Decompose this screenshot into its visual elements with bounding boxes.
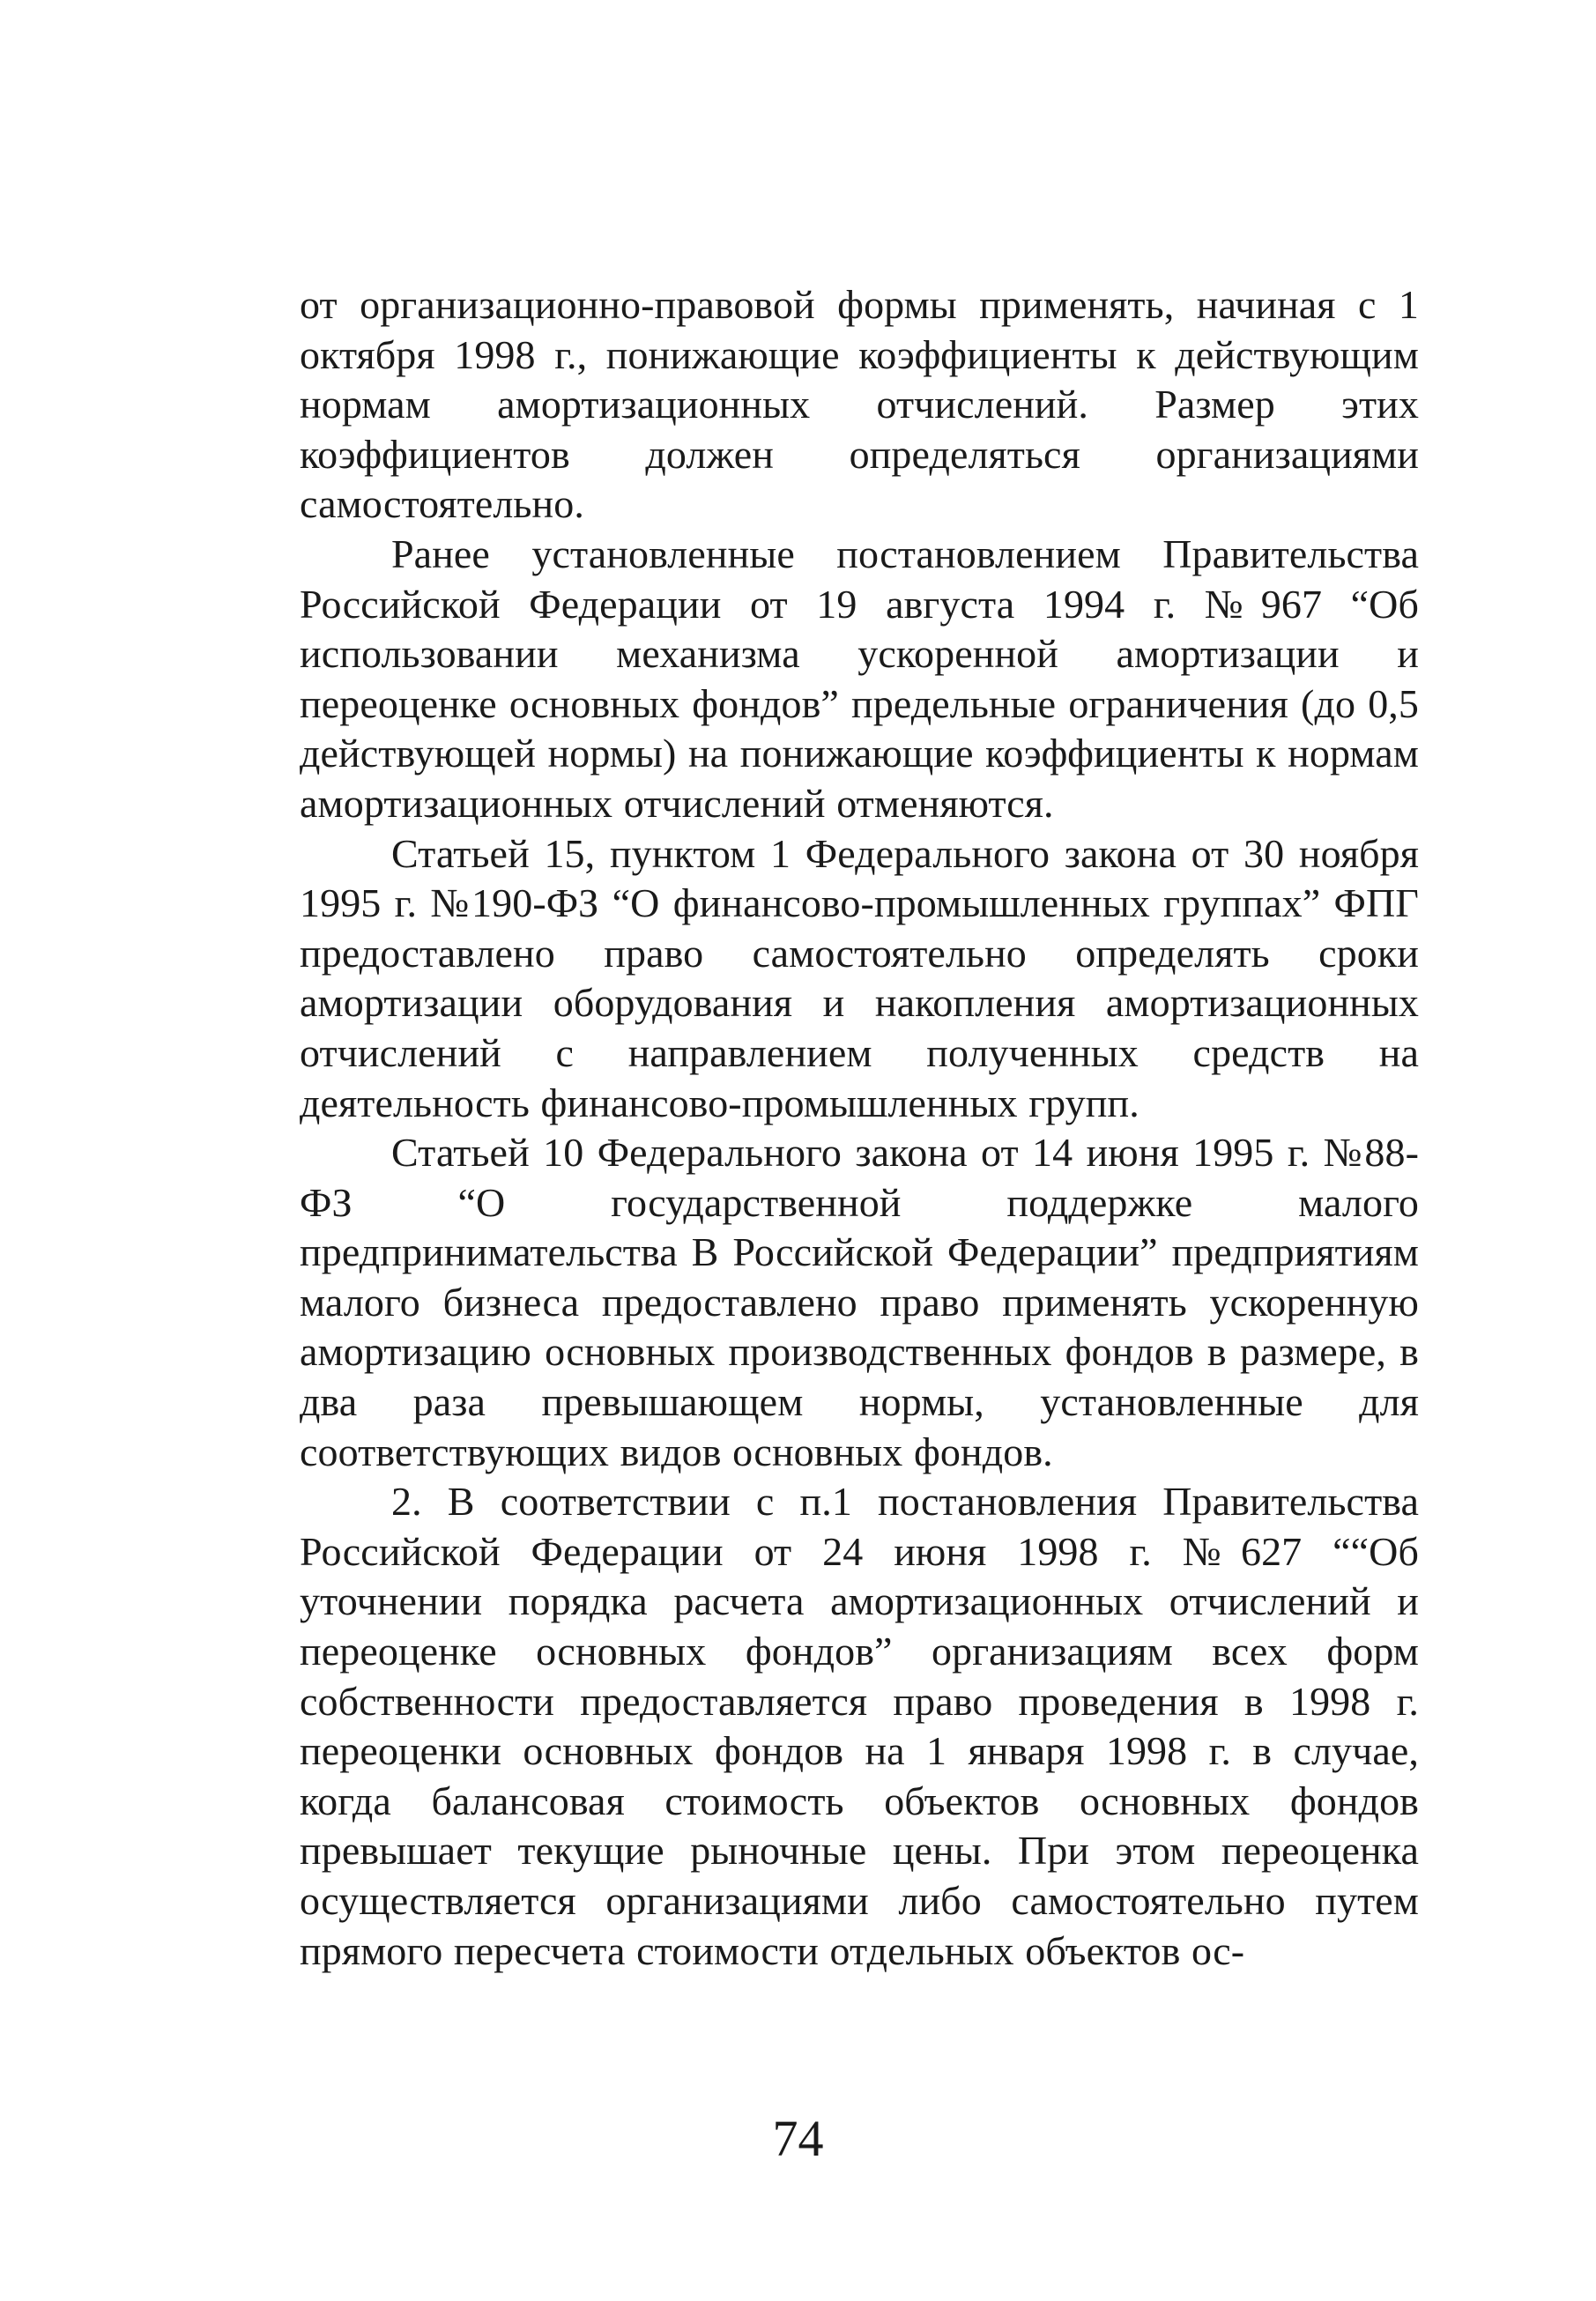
paragraph-continuation: от организационно-правовой формы применять, начиная с 1 октября 1998 г., понижающие коэффициенты к действующим нормам амортизационных отчислений. Размер этих коэффициентов должен определяться организациями самостоятельно. (300, 282, 1419, 527)
text-column (300, 280, 1419, 1976)
page-number: 74 (772, 2110, 824, 2167)
paragraph-previous-limits: Ранее установленные постановлением Правительства Российской Федерации от 19 августа 1994 г. №967 “Об использовании механизма ускоренной амортизации и переоценке основных фондов” предельные ограничения (до 0,5 действующей нормы) на понижающие коэффициенты к нормам амортизационных отчислений отменяются. (300, 531, 1419, 826)
paragraph-revaluation: 2. В соответствии с п.1 постановления Правительства Российской Федерации от 24 июня 1998 г. №627 ““Об уточнении порядка расчета амортизационных отчислений и переоценке основных фондов” организациям всех форм собственности предоставляется право проведения в 1998 г. переоценки основных фондов на 1 января 1998 г. в случае, когда балансовая стоимость объектов основных фондов превышает текущие рыночные цены. При этом переоценка осуществляется организациями либо самостоятельно путем прямого пересчета стоимости отдельных объектов ос- (300, 1479, 1419, 1973)
paragraph-small-business-law: Статьей 10 Федерального закона от 14 июня 1995 г. №88-ФЗ “О государственной поддержке малого предпринимательства В Российской Федерации” предприятиям малого бизнеса предоставлено право применять ускоренную амортизацию основных производственных фондов в размере, в два раза превышающем нормы, установленные для соответствующих видов основных фондов. (300, 1130, 1419, 1474)
paragraph-fpg-law: Статьей 15, пунктом 1 Федерального закона от 30 ноября 1995 г. №190-ФЗ “О финансово-промышленных группах” ФПГ предоставлено право самостоятельно определять сроки амортизации оборудования и накопления амортизационных отчислений с направлением полученных средств на деятельность финансово-промышленных групп. (300, 830, 1419, 1125)
